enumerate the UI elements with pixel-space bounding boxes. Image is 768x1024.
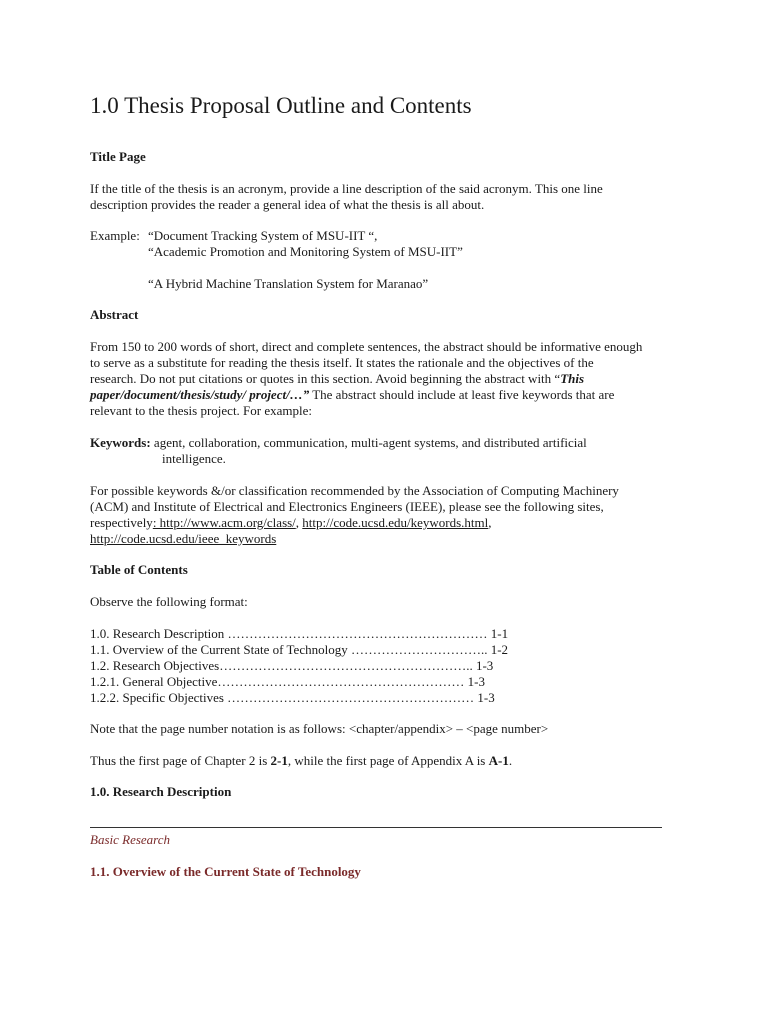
keyword-sources-line3 xyxy=(90,515,492,531)
abstract-line5: relevant to the thesis project. For example: xyxy=(90,403,313,418)
overview-heading: 1.1. Overview of the Current State of Technology xyxy=(90,864,361,879)
chapter-example-sentence xyxy=(90,753,512,769)
thus-bold-appendix: A-1 xyxy=(488,753,509,768)
toc-item-1: 1.0. Research Description …………………………………………………… 1-1 xyxy=(90,626,509,641)
title-page-paragraph-line1: If the title of the thesis is an acronym, provide a line description of the said acronym. This one line xyxy=(90,181,603,196)
basic-research-label: Basic Research xyxy=(90,832,171,847)
keywords-label: Keywords: xyxy=(90,435,151,450)
example-item-3: “A Hybrid Machine Translation System for Maranao” xyxy=(148,276,429,291)
thus-text-1: Thus the first page of Chapter 2 is xyxy=(90,753,271,768)
abstract-line2: to serve as a substitute for reading the thesis itself. It states the rationale and the objectives of the xyxy=(90,355,594,370)
toc-intro: Observe the following format: xyxy=(90,594,248,609)
acm-class-link[interactable]: : http://www.acm.org/class/ xyxy=(152,515,296,530)
example-label: Example: xyxy=(90,228,140,243)
ucsd-ieee-keywords-link[interactable]: http://code.ucsd.edu/ieee_keywords xyxy=(90,531,277,546)
keyword-sources-line1: For possible keywords &/or classification recommended by the Association of Computing Machinery xyxy=(90,483,619,498)
example-item-2: “Academic Promotion and Monitoring System of MSU-IIT” xyxy=(148,244,463,259)
page-number-note: Note that the page number notation is as follows: <chapter/appendix> – <page number> xyxy=(90,721,549,736)
abstract-line3-emphasis: This xyxy=(560,371,585,386)
keywords-text: agent, collaboration, communication, multi-agent systems, and distributed artificial xyxy=(150,435,587,450)
toc-item-4: 1.2.1. General Objective………………………………………………… 1-3 xyxy=(90,674,486,689)
thus-text-2: , while the first page of Appendix A is xyxy=(287,753,489,768)
thus-text-3: . xyxy=(508,753,513,768)
thus-bold-chapter: 2-1 xyxy=(270,753,288,768)
toc-item-2: 1.1. Overview of the Current State of Technology ………………………….. 1-2 xyxy=(90,642,509,657)
research-description-heading: 1.0. Research Description xyxy=(90,784,232,799)
abstract-line4-emphasis: paper/document/thesis/study/ project/…” xyxy=(90,387,310,402)
abstract-line4-text: The abstract should include at least five keywords that are xyxy=(309,387,615,402)
keywords-line1 xyxy=(90,435,587,451)
toc-item-3: 1.2. Research Objectives………………………………………………….. 1-3 xyxy=(90,658,494,673)
keyword-sources-respectively: respectively xyxy=(90,515,153,530)
abstract-line1: From 150 to 200 words of short, direct and complete sentences, the abstract should be informative enough xyxy=(90,339,643,354)
example-item-1: “Document Tracking System of MSU-IIT “, xyxy=(148,228,378,243)
toc-item-5: 1.2.2. Specific Objectives ………………………………………………… 1-3 xyxy=(90,690,495,705)
horizontal-rule xyxy=(90,827,662,828)
keyword-sources-line4 xyxy=(90,531,276,547)
toc-heading: Table of Contents xyxy=(90,562,188,577)
title-page-heading: Title Page xyxy=(90,149,146,164)
ucsd-keywords-link[interactable]: http://code.ucsd.edu/keywords.html xyxy=(302,515,489,530)
abstract-line3-text: research. Do not put citations or quotes in this section. Avoid beginning the abstract with “ xyxy=(90,371,561,386)
abstract-line4 xyxy=(90,387,614,403)
keywords-line2: intelligence. xyxy=(162,451,226,466)
link-separator-2: , xyxy=(488,515,492,530)
title-page-paragraph-line2: description provides the reader a general idea of what the thesis is all about. xyxy=(90,197,485,212)
page-title: 1.0 Thesis Proposal Outline and Contents xyxy=(90,93,472,118)
abstract-line3 xyxy=(90,371,584,387)
link-separator-1: , xyxy=(295,515,303,530)
keyword-sources-line2: (ACM) and Institute of Electrical and Electronics Engineers (IEEE), please see the following sites, xyxy=(90,499,604,514)
abstract-heading: Abstract xyxy=(90,307,139,322)
